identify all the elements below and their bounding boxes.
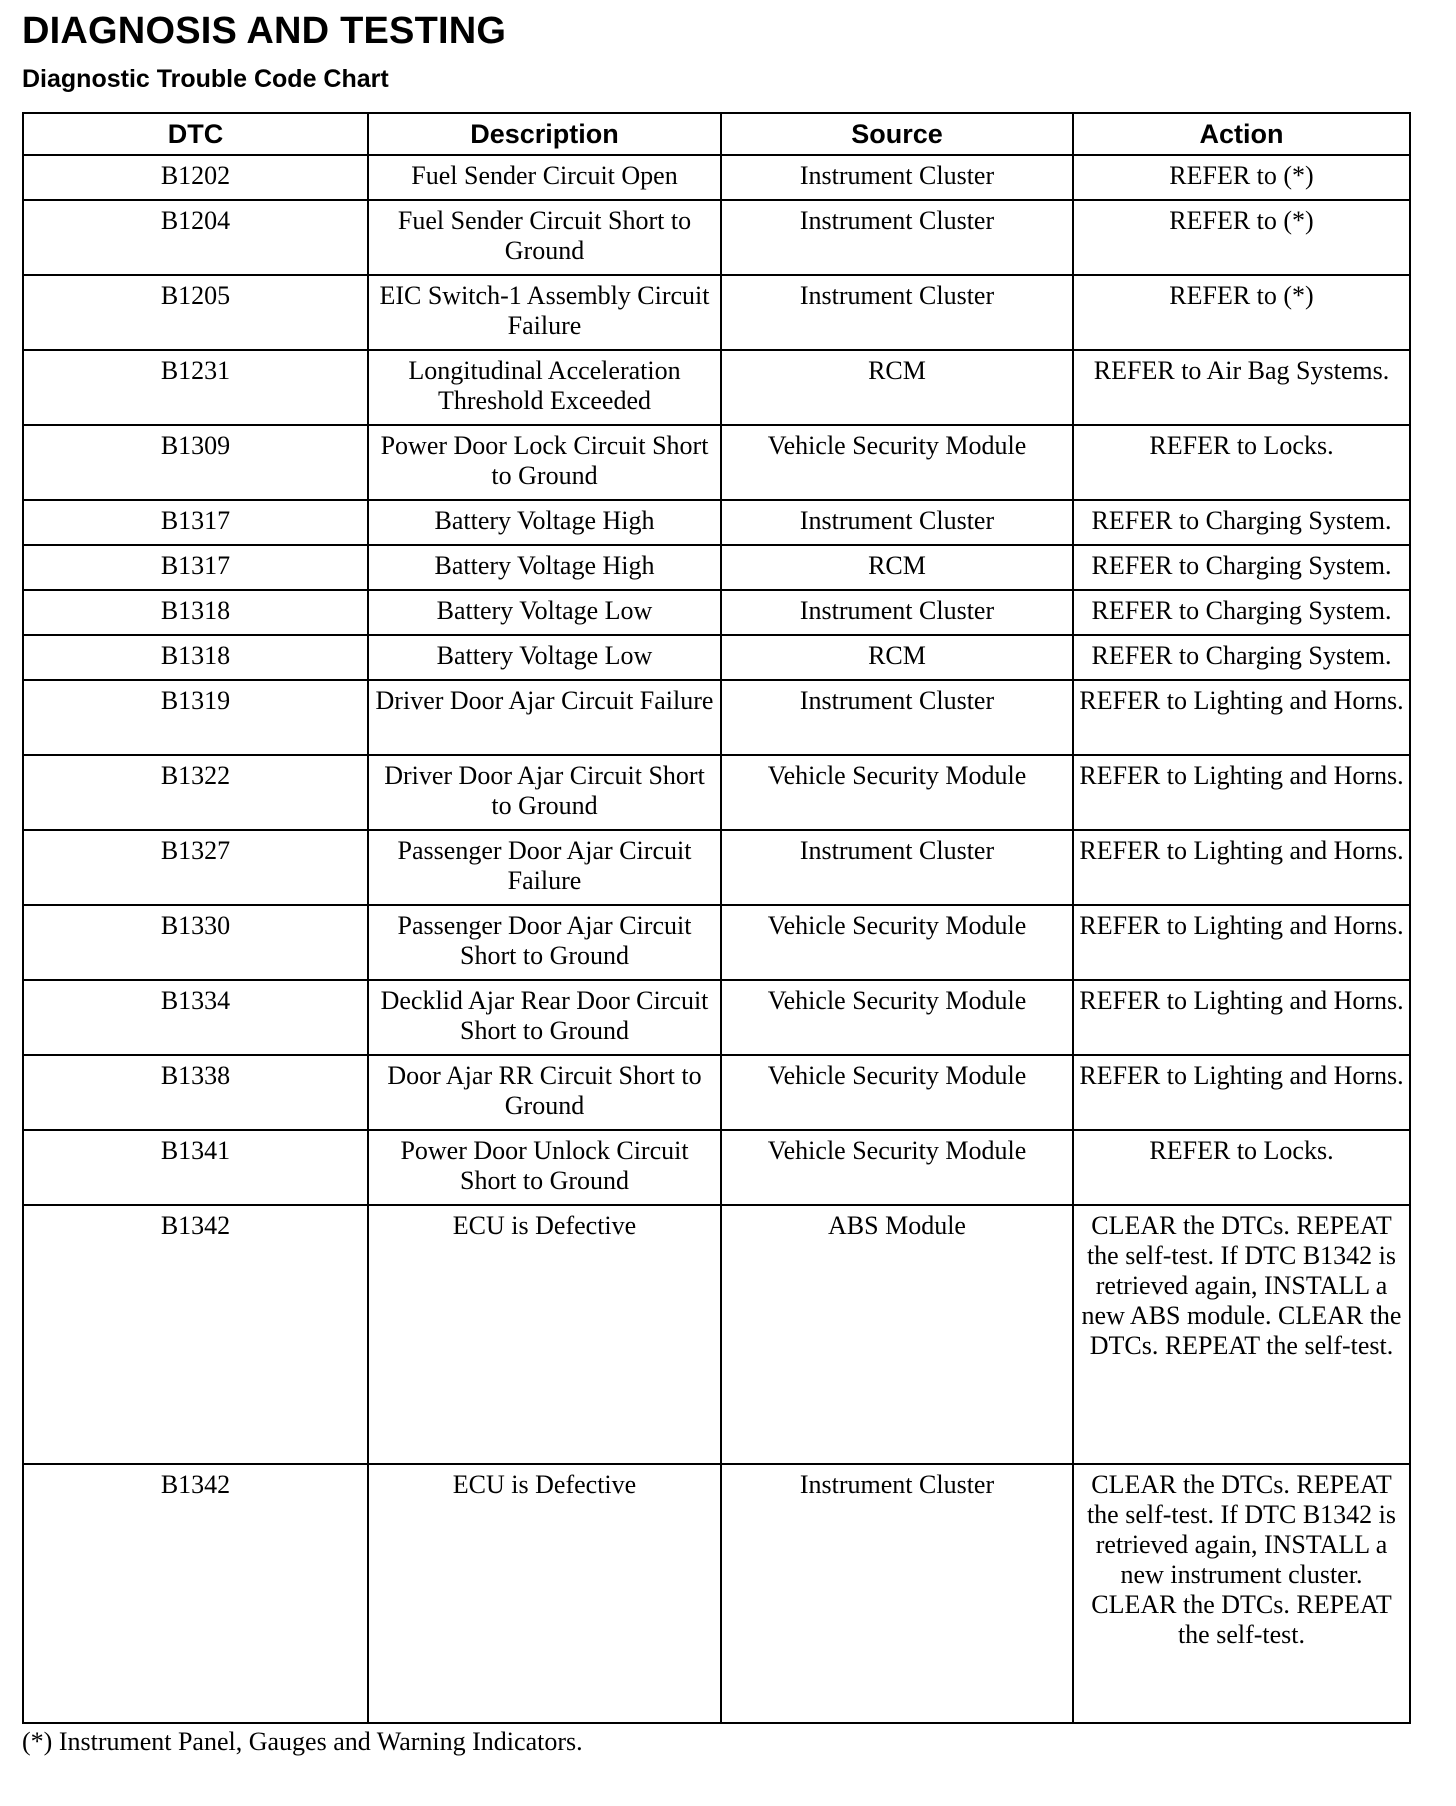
source-cell: Vehicle Security Module (721, 1130, 1073, 1205)
action-cell: REFER to Lighting and Horns. (1073, 680, 1410, 755)
table-row (23, 200, 1410, 275)
dtc-cell: B1338 (23, 1055, 368, 1130)
action-cell: REFER to Charging System. (1073, 590, 1410, 635)
dtc-cell: B1309 (23, 425, 368, 500)
dtc-cell: B1342 (23, 1464, 368, 1723)
action-cell: REFER to (*) (1073, 155, 1410, 200)
action-cell: REFER to Charging System. (1073, 635, 1410, 680)
dtc-cell: B1317 (23, 545, 368, 590)
action-cell: CLEAR the DTCs. REPEAT the self-test. If DTC B1342 is retrieved again, INSTALL a new ABS module. CLEAR the DTCs. REPEAT the self-test. (1073, 1205, 1410, 1464)
dtc-cell: B1334 (23, 980, 368, 1055)
action-cell: REFER to Lighting and Horns. (1073, 980, 1410, 1055)
description-cell: Battery Voltage High (368, 500, 721, 545)
dtc-cell: B1330 (23, 905, 368, 980)
source-cell: Vehicle Security Module (721, 425, 1073, 500)
column-header-action: Action (1073, 113, 1410, 155)
description-cell: EIC Switch-1 Assembly Circuit Failure (368, 275, 721, 350)
table-row (23, 155, 1410, 200)
description-cell: Battery Voltage Low (368, 635, 721, 680)
source-cell: Instrument Cluster (721, 590, 1073, 635)
dtc-cell: B1202 (23, 155, 368, 200)
source-cell: Instrument Cluster (721, 680, 1073, 755)
source-cell: Instrument Cluster (721, 830, 1073, 905)
table-row (23, 680, 1410, 755)
table-row (23, 500, 1410, 545)
action-cell: REFER to Lighting and Horns. (1073, 830, 1410, 905)
action-cell: REFER to Charging System. (1073, 500, 1410, 545)
source-cell: Vehicle Security Module (721, 980, 1073, 1055)
action-cell: REFER to Locks. (1073, 1130, 1410, 1205)
source-cell: Vehicle Security Module (721, 905, 1073, 980)
description-cell: Power Door Lock Circuit Short to Ground (368, 425, 721, 500)
action-cell: CLEAR the DTCs. REPEAT the self-test. If DTC B1342 is retrieved again, INSTALL a new instrument cluster. CLEAR the DTCs. REPEAT the self-test. (1073, 1464, 1410, 1723)
page-title: DIAGNOSIS AND TESTING (22, 10, 507, 52)
description-cell: Passenger Door Ajar Circuit Short to Ground (368, 905, 721, 980)
source-cell: ABS Module (721, 1205, 1073, 1464)
description-cell: Longitudinal Acceleration Threshold Exceeded (368, 350, 721, 425)
table-row (23, 545, 1410, 590)
footnote: (*) Instrument Panel, Gauges and Warning Indicators. (22, 1727, 583, 1756)
action-cell: REFER to Air Bag Systems. (1073, 350, 1410, 425)
dtc-cell: B1322 (23, 755, 368, 830)
column-header-dtc: DTC (23, 113, 368, 155)
table-row (23, 1055, 1410, 1130)
description-cell: Driver Door Ajar Circuit Failure (368, 680, 721, 755)
description-cell: Driver Door Ajar Circuit Short to Ground (368, 755, 721, 830)
chart-subtitle: Diagnostic Trouble Code Chart (22, 65, 389, 93)
description-cell: Fuel Sender Circuit Short to Ground (368, 200, 721, 275)
table-row (23, 755, 1410, 830)
action-cell: REFER to (*) (1073, 200, 1410, 275)
table-header-row (23, 113, 1410, 155)
table-row (23, 1464, 1410, 1723)
dtc-table (22, 112, 1411, 1724)
table-row (23, 590, 1410, 635)
description-cell: ECU is Defective (368, 1205, 721, 1464)
table-row (23, 275, 1410, 350)
column-header-source: Source (721, 113, 1073, 155)
description-cell: ECU is Defective (368, 1464, 721, 1723)
source-cell: RCM (721, 350, 1073, 425)
source-cell: Instrument Cluster (721, 155, 1073, 200)
table-row (23, 635, 1410, 680)
dtc-cell: B1317 (23, 500, 368, 545)
action-cell: REFER to Lighting and Horns. (1073, 1055, 1410, 1130)
source-cell: RCM (721, 635, 1073, 680)
table-row (23, 830, 1410, 905)
dtc-cell: B1204 (23, 200, 368, 275)
dtc-cell: B1205 (23, 275, 368, 350)
source-cell: RCM (721, 545, 1073, 590)
description-cell: Door Ajar RR Circuit Short to Ground (368, 1055, 721, 1130)
description-cell: Power Door Unlock Circuit Short to Ground (368, 1130, 721, 1205)
description-cell: Battery Voltage High (368, 545, 721, 590)
table-row (23, 980, 1410, 1055)
table-row (23, 905, 1410, 980)
action-cell: REFER to Locks. (1073, 425, 1410, 500)
description-cell: Fuel Sender Circuit Open (368, 155, 721, 200)
dtc-cell: B1318 (23, 590, 368, 635)
dtc-cell: B1231 (23, 350, 368, 425)
dtc-cell: B1319 (23, 680, 368, 755)
action-cell: REFER to Lighting and Horns. (1073, 755, 1410, 830)
dtc-cell: B1327 (23, 830, 368, 905)
description-cell: Battery Voltage Low (368, 590, 721, 635)
table-row (23, 1130, 1410, 1205)
source-cell: Instrument Cluster (721, 200, 1073, 275)
dtc-cell: B1342 (23, 1205, 368, 1464)
description-cell: Passenger Door Ajar Circuit Failure (368, 830, 721, 905)
source-cell: Vehicle Security Module (721, 1055, 1073, 1130)
source-cell: Instrument Cluster (721, 1464, 1073, 1723)
source-cell: Instrument Cluster (721, 275, 1073, 350)
description-cell: Decklid Ajar Rear Door Circuit Short to Ground (368, 980, 721, 1055)
action-cell: REFER to (*) (1073, 275, 1410, 350)
table-row (23, 425, 1410, 500)
table-row (23, 350, 1410, 425)
dtc-cell: B1318 (23, 635, 368, 680)
source-cell: Instrument Cluster (721, 500, 1073, 545)
dtc-cell: B1341 (23, 1130, 368, 1205)
column-header-description: Description (368, 113, 721, 155)
action-cell: REFER to Lighting and Horns. (1073, 905, 1410, 980)
action-cell: REFER to Charging System. (1073, 545, 1410, 590)
source-cell: Vehicle Security Module (721, 755, 1073, 830)
table-row (23, 1205, 1410, 1464)
